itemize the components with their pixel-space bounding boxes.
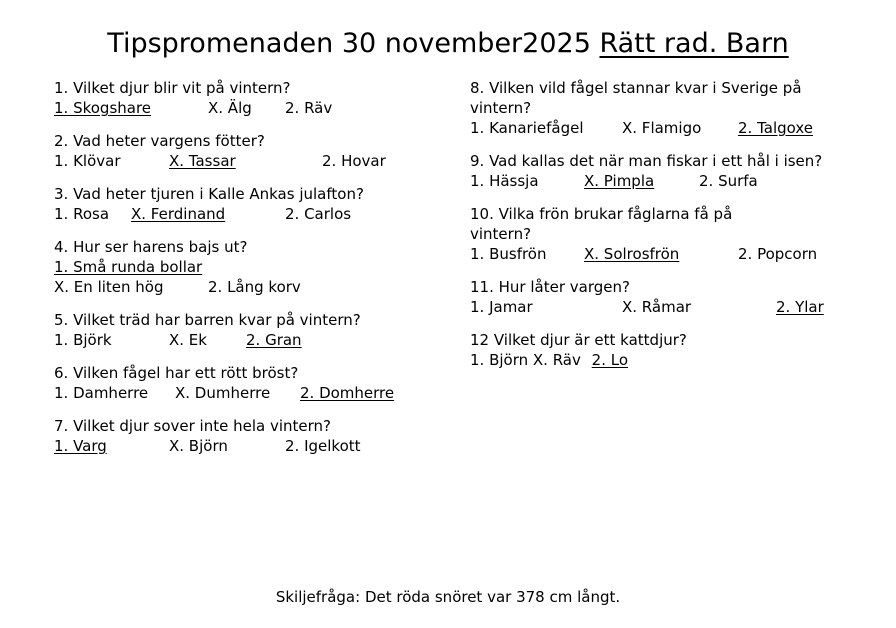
option-x: X. Dumherre xyxy=(175,384,271,402)
option-2: 2. Lo xyxy=(591,351,629,369)
option-2: 2. Domherre xyxy=(300,384,395,402)
title-main: Tipspromenaden 30 november2025 xyxy=(107,28,591,59)
question-text: 11. Hur låter vargen? xyxy=(470,278,630,296)
option-1: 1. Jamar xyxy=(470,298,533,316)
question-6 xyxy=(54,363,454,403)
option-2: 2. Räv xyxy=(285,99,333,117)
question-8 xyxy=(470,78,842,138)
option-1: 1. Klövar xyxy=(54,152,121,170)
answer-options xyxy=(54,204,454,224)
answer-options xyxy=(470,171,842,191)
option-2: 2. Ylar xyxy=(776,298,824,316)
option-1: 1. Damherre xyxy=(54,384,149,402)
option-1: 1. Björk xyxy=(54,331,112,349)
option-2: 2. Gran xyxy=(246,331,302,349)
answer-options xyxy=(470,350,842,370)
question-text: 8. Vilken vild fågel stannar kvar i Sverige på vintern? xyxy=(470,79,802,117)
question-12 xyxy=(470,330,842,370)
option-2: 2. Lång korv xyxy=(208,278,301,296)
question-11 xyxy=(470,277,842,317)
question-7 xyxy=(54,416,454,456)
option-2: 2. Popcorn xyxy=(738,245,818,263)
option-1: 1. Hässja xyxy=(470,172,539,190)
answer-options xyxy=(54,330,454,350)
option-2: 2. Talgoxe xyxy=(738,119,813,137)
answer-options xyxy=(54,98,454,118)
option-x: X. Solrosfrön xyxy=(584,245,680,263)
option-1: 1. Busfrön xyxy=(470,245,547,263)
question-3 xyxy=(54,184,454,224)
option-x: X. Ek xyxy=(169,331,207,349)
answer-options xyxy=(470,244,842,264)
page-title xyxy=(0,26,896,62)
question-text: 6. Vilken fågel har ett rött bröst? xyxy=(54,364,299,382)
tiebreaker-text: Skiljefråga: Det röda snöret var 378 cm långt. xyxy=(275,588,621,606)
option-1: 1. Björn xyxy=(470,351,529,369)
option-x: X. En liten hög xyxy=(54,278,164,296)
option-x: X. Pimpla xyxy=(584,172,655,190)
option-x: X. Flamigo xyxy=(622,119,702,137)
question-5 xyxy=(54,310,454,350)
answer-options xyxy=(54,436,454,456)
question-text: 10. Vilka frön brukar fåglarna få på vintern? xyxy=(470,205,733,243)
question-9 xyxy=(470,151,842,191)
question-4 xyxy=(54,237,454,297)
option-x: X. Björn xyxy=(169,437,228,455)
option-x: X. Råmar xyxy=(622,298,692,316)
question-text: 9. Vad kallas det när man fiskar i ett hål i isen? xyxy=(470,152,823,170)
option-x: X. Tassar xyxy=(169,152,236,170)
questions-right-column xyxy=(470,78,842,383)
option-2: 2. Hovar xyxy=(322,152,386,170)
question-1 xyxy=(54,78,454,118)
questions-left-column xyxy=(54,78,454,469)
question-text: 5. Vilket träd har barren kvar på vintern? xyxy=(54,311,361,329)
answer-options xyxy=(54,151,454,171)
option-x: X. Ferdinand xyxy=(131,205,226,223)
question-text: 2. Vad heter vargens fötter? xyxy=(54,132,265,150)
answer-options xyxy=(470,297,842,317)
answer-options xyxy=(54,257,454,297)
answer-options xyxy=(54,383,454,403)
question-10 xyxy=(470,204,842,264)
question-text: 7. Vilket djur sover inte hela vintern? xyxy=(54,417,331,435)
question-text: 3. Vad heter tjuren i Kalle Ankas julafton? xyxy=(54,185,364,203)
option-1: 1. Små runda bollar xyxy=(54,258,203,276)
question-2 xyxy=(54,131,454,171)
option-2: 2. Carlos xyxy=(285,205,352,223)
option-1: 1. Rosa xyxy=(54,205,110,223)
option-2: 2. Surfa xyxy=(699,172,758,190)
option-1: 1. Kanariefågel xyxy=(470,119,584,137)
question-text: 12 Vilket djur är ett kattdjur? xyxy=(470,331,687,349)
option-1: 1. Skogshare xyxy=(54,99,152,117)
option-1: 1. Varg xyxy=(54,437,107,455)
answer-options xyxy=(470,118,842,138)
option-x: X. Älg xyxy=(208,99,252,117)
option-x: X. Räv xyxy=(532,351,581,369)
title-answer-key: Rätt rad. Barn xyxy=(599,28,789,59)
question-text: 1. Vilket djur blir vit på vintern? xyxy=(54,79,291,97)
question-text: 4. Hur ser harens bajs ut? xyxy=(54,238,248,256)
option-2: 2. Igelkott xyxy=(285,437,361,455)
